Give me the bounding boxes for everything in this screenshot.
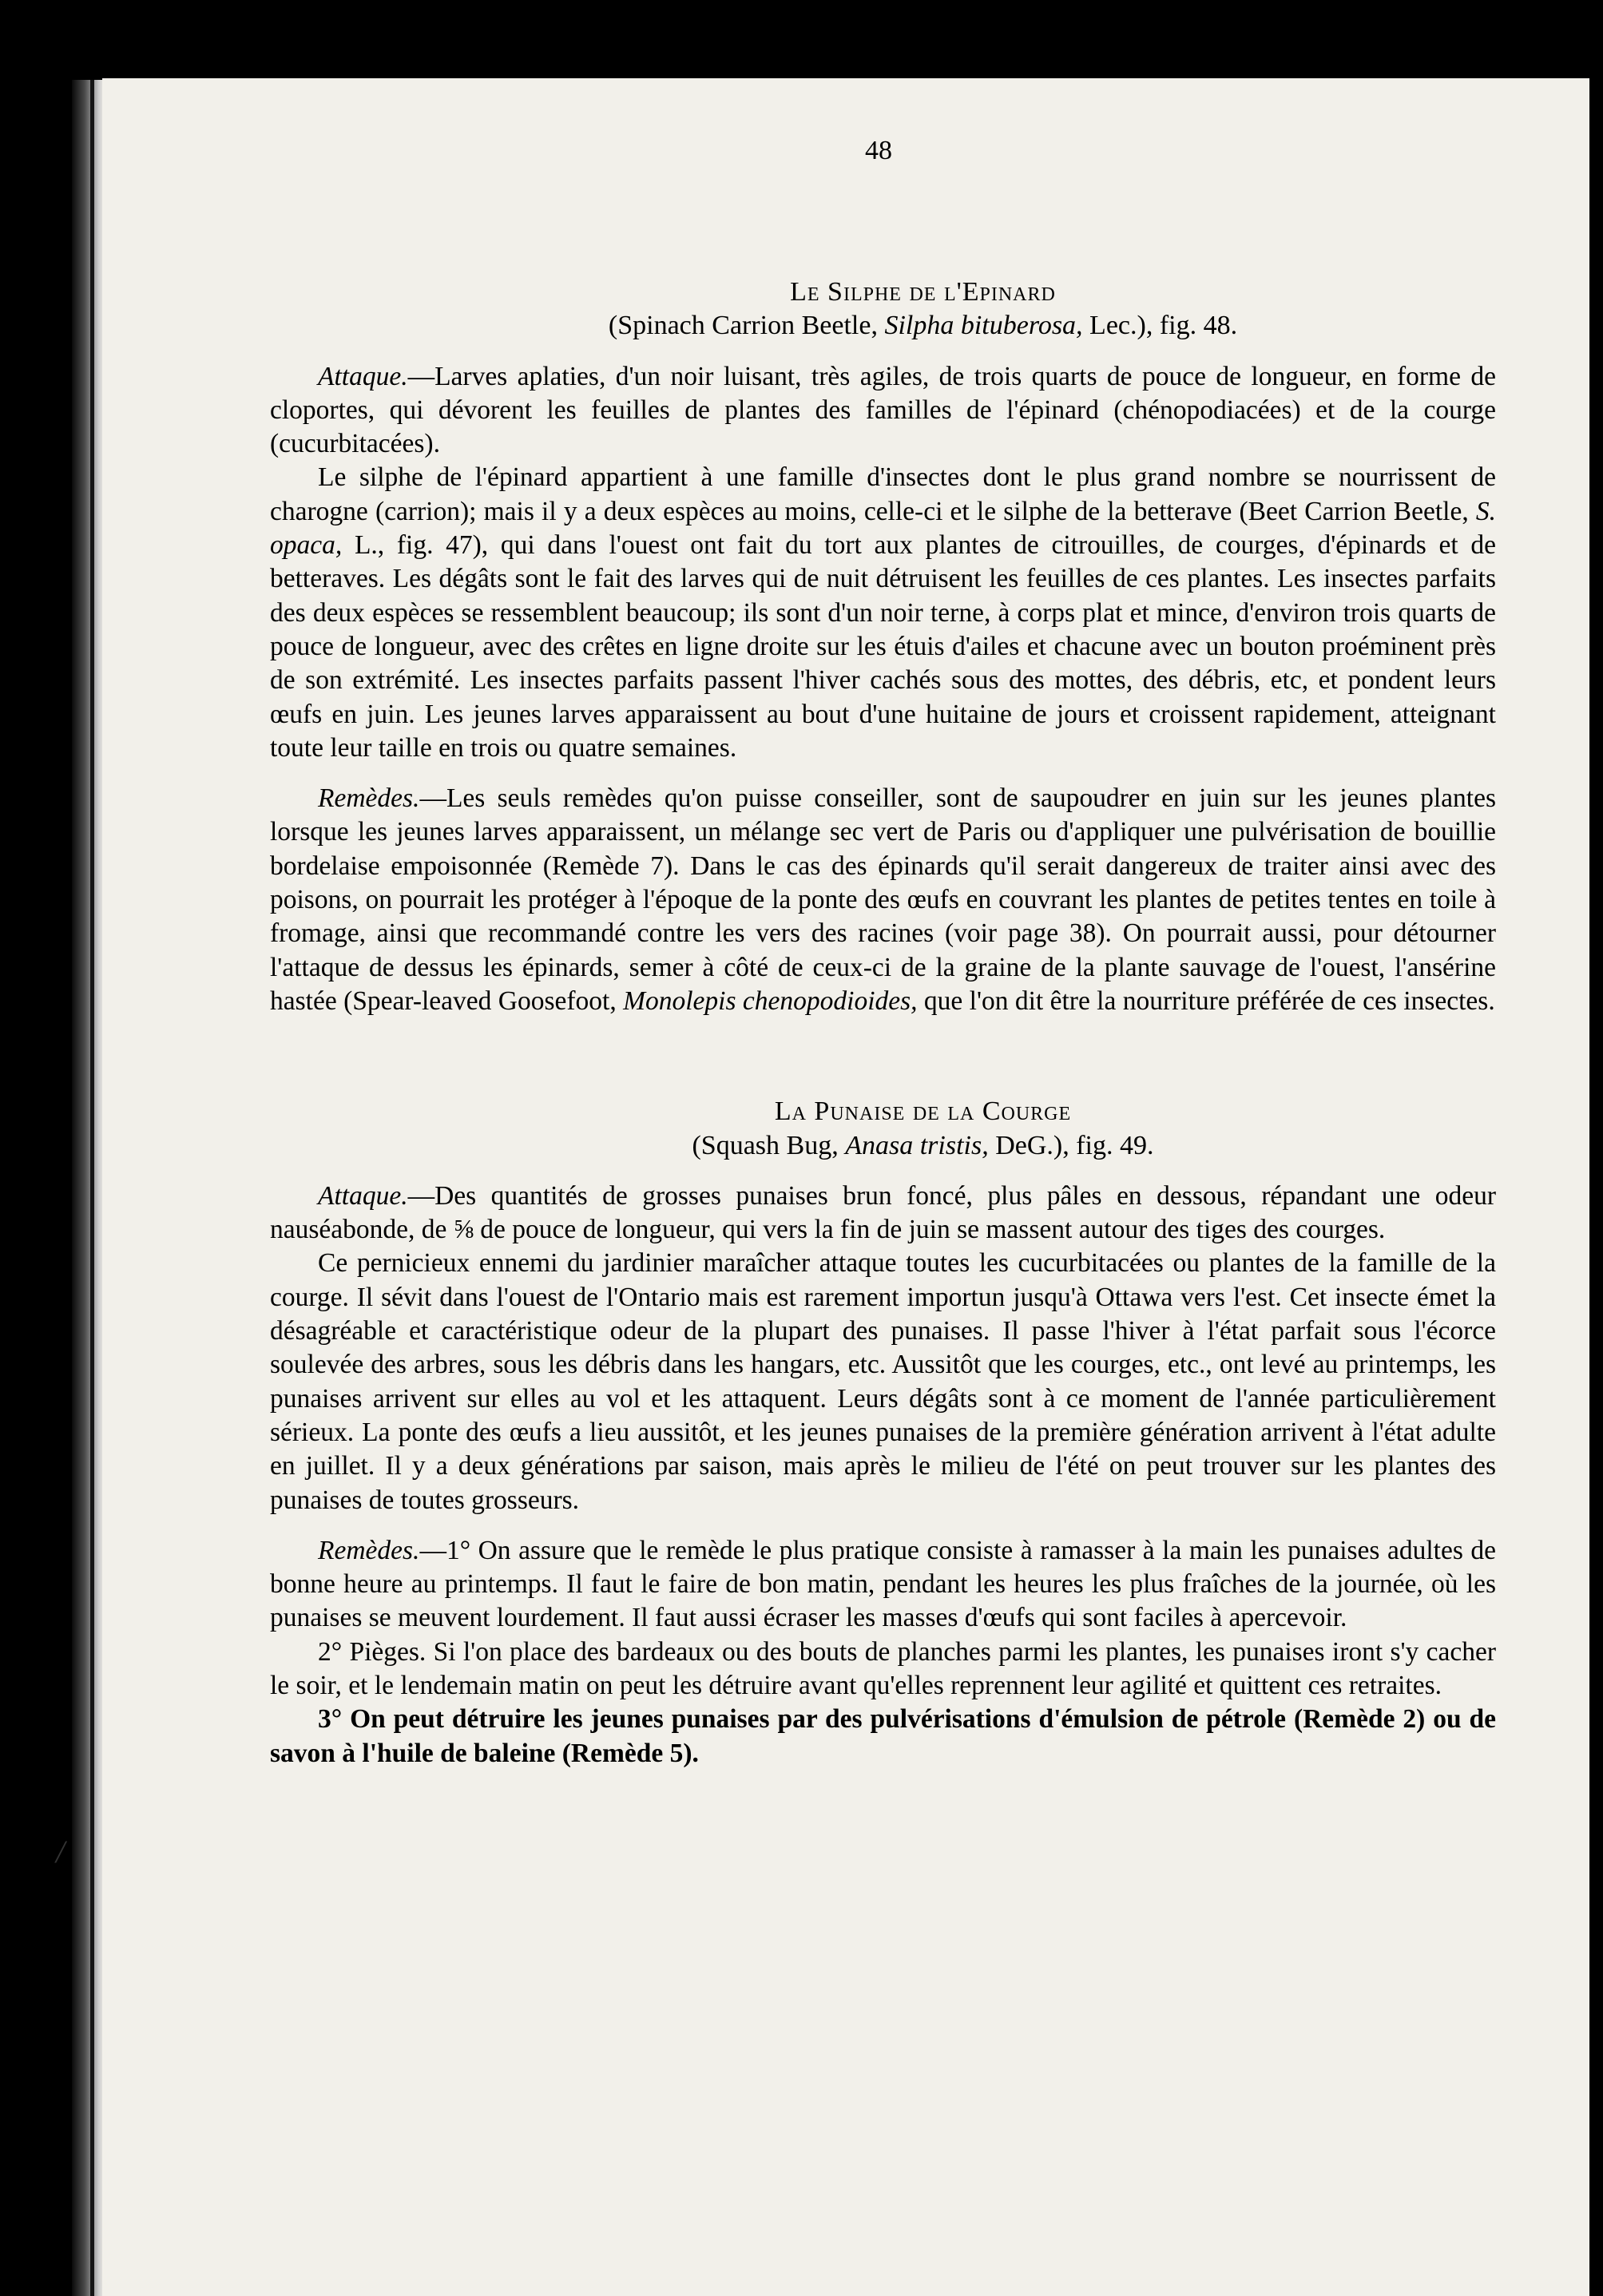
section-title: La Punaise de la Courge bbox=[774, 1096, 1072, 1127]
scan-top-border bbox=[0, 0, 1603, 76]
book-spine-shadow bbox=[72, 80, 104, 2296]
page-content bbox=[270, 276, 1496, 1771]
section-subtitle: (Squash Bug, Anasa tristis, DeG.), fig. 49. bbox=[692, 1130, 1154, 1160]
label-remedes: Remèdes. bbox=[318, 783, 420, 814]
label-remedes: Remèdes. bbox=[318, 1535, 420, 1565]
section-title: Le Silphe de l'Epinard bbox=[790, 277, 1056, 307]
section-heading-silphe bbox=[350, 276, 1496, 343]
paragraph-attaque: Attaque.—Larves aplaties, d'un noir luisant, très agiles, de trois quarts de pouce de longueur, en forme de cloportes, qui dévorent les feuilles de plantes des familles de l'épinard (chénopodiacées) et de la courge (cucurbitacées). bbox=[270, 361, 1496, 459]
paragraph-description: Ce pernicieux ennemi du jardinier maraîcher attaque toutes les cucurbitacées ou plantes de la famille de la courge. Il sévit dans l'ouest de l'Ontario mais est rarement importun jusqu'à Ottawa vers l'est. Cet insecte émet la désagréable et caractéristique odeur de la plupart des punaises. Il passe l'hiver à l'état parfait sous l'écorce soulevée des arbres, sous les débris dans les hangars, etc. Aussitôt que les courges, etc., ont levé au printemps, les punaises arrivent sur elles au vol et les attaquent. Leurs dégâts sont à ce moment de l'année particulièrement sérieux. La ponte des œufs a lieu aussitôt, et les jeunes punaises de la première génération arrivent à l'état adulte en juillet. Il y a deux générations par saison, mais après le milieu de l'été on peut trouver sur les plantes des punaises de toutes grosseurs. bbox=[270, 1248, 1496, 1515]
section-heading-punaise bbox=[350, 1095, 1496, 1163]
label-attaque: Attaque. bbox=[318, 361, 408, 391]
section-subtitle: (Spinach Carrion Beetle, Silpha bituberosa, Lec.), fig. 48. bbox=[608, 311, 1238, 341]
paragraph-pieges: 2° Pièges. Si l'on place des bardeaux ou des bouts de planches parmi les plantes, les punaises iront s'y cacher le soir, et le lendemain matin on peut les détruire avant qu'elles reprennent leur agilité et quittent ces retraites. bbox=[270, 1636, 1496, 1700]
paragraph-remedes: Remèdes.—Les seuls remèdes qu'on puisse conseiller, sont de saupoudrer en juin sur les jeunes plantes lorsque les jeunes larves apparaissent, un mélange sec vert de Paris ou d'appliquer une pulvérisation de bouillie bordelaise empoisonnée (Remède 7). Dans le cas des épinards qu'il serait dangereux de traiter ainsi avec des poisons, on pourrait les protéger à l'époque de la ponte des œufs en couvrant les plantes de petites tentes en toile à fromage, ainsi que recommandé contre les vers des racines (voir page 38). On pourrait aussi, pour détourner l'attaque de dessus les épinards, semer à côté de ceux-ci de la graine de la plante sauvage de l'ouest, l'ansérine hastée (Spear-leaved Goosefoot, Monolepis chenopodioides, que l'on dit être la nourriture préférée de ces insectes. bbox=[270, 783, 1496, 1016]
paragraph-remedes: Remèdes.—1° On assure que le remède le plus pratique consiste à ramasser à la main les punaises adultes de bonne heure au printemps. Il faut le faire de bon matin, pendant les heures les plus fraîches de la journée, où les punaises se meuvent lourdement. Il faut aussi écraser les masses d'œufs qui sont faciles à apercevoir. bbox=[270, 1535, 1496, 1633]
paragraph-remede-3: 3° On peut détruire les jeunes punaises par des pulvérisations d'émulsion de pétrole (Remède 2) ou de savon à l'huile de baleine (Remède 5). bbox=[270, 1704, 1496, 1768]
paragraph-description: Le silphe de l'épinard appartient à une famille d'insectes dont le plus grand nombre se nourrissent de charogne (carrion); mais il y a deux espèces au moins, celle-ci et le silphe de la betterave (Beet Carrion Beetle, S. opaca, L., fig. 47), qui dans l'ouest ont fait du tort aux plantes de citrouilles, de courges, d'épinards et de betteraves. Les dégâts sont le fait des larves qui de nuit détruisent les feuilles de ces plantes. Les insectes parfaits des deux espèces se ressemblent beaucoup; ils sont d'un noir terne, à corps plat et mince, d'environ trois quarts de pouce de longueur, avec des crêtes en ligne droite sur les étuis d'ailes et chacune avec un bouton proéminent près de son extrémité. Les insectes parfaits passent l'hiver cachés sous des mottes, des débris, etc, et pondent leurs œufs en juin. Les jeunes larves apparaissent au bout d'une huitaine de jours et croissent rapidement, atteignant toute leur taille en trois ou quatre semaines. bbox=[270, 462, 1496, 763]
book-spine-edge bbox=[90, 80, 94, 2296]
page-number: 48 bbox=[865, 136, 892, 165]
label-attaque: Attaque. bbox=[318, 1180, 408, 1211]
section-gap bbox=[270, 1018, 1496, 1095]
spine-mark: / bbox=[56, 1834, 65, 1870]
paragraph-attaque: Attaque.—Des quantités de grosses punaises brun foncé, plus pâles en dessous, répandant une odeur nauséabonde, de ⅝ de pouce de longueur, qui vers la fin de juin se massent autour des tiges des courges. bbox=[270, 1180, 1496, 1245]
